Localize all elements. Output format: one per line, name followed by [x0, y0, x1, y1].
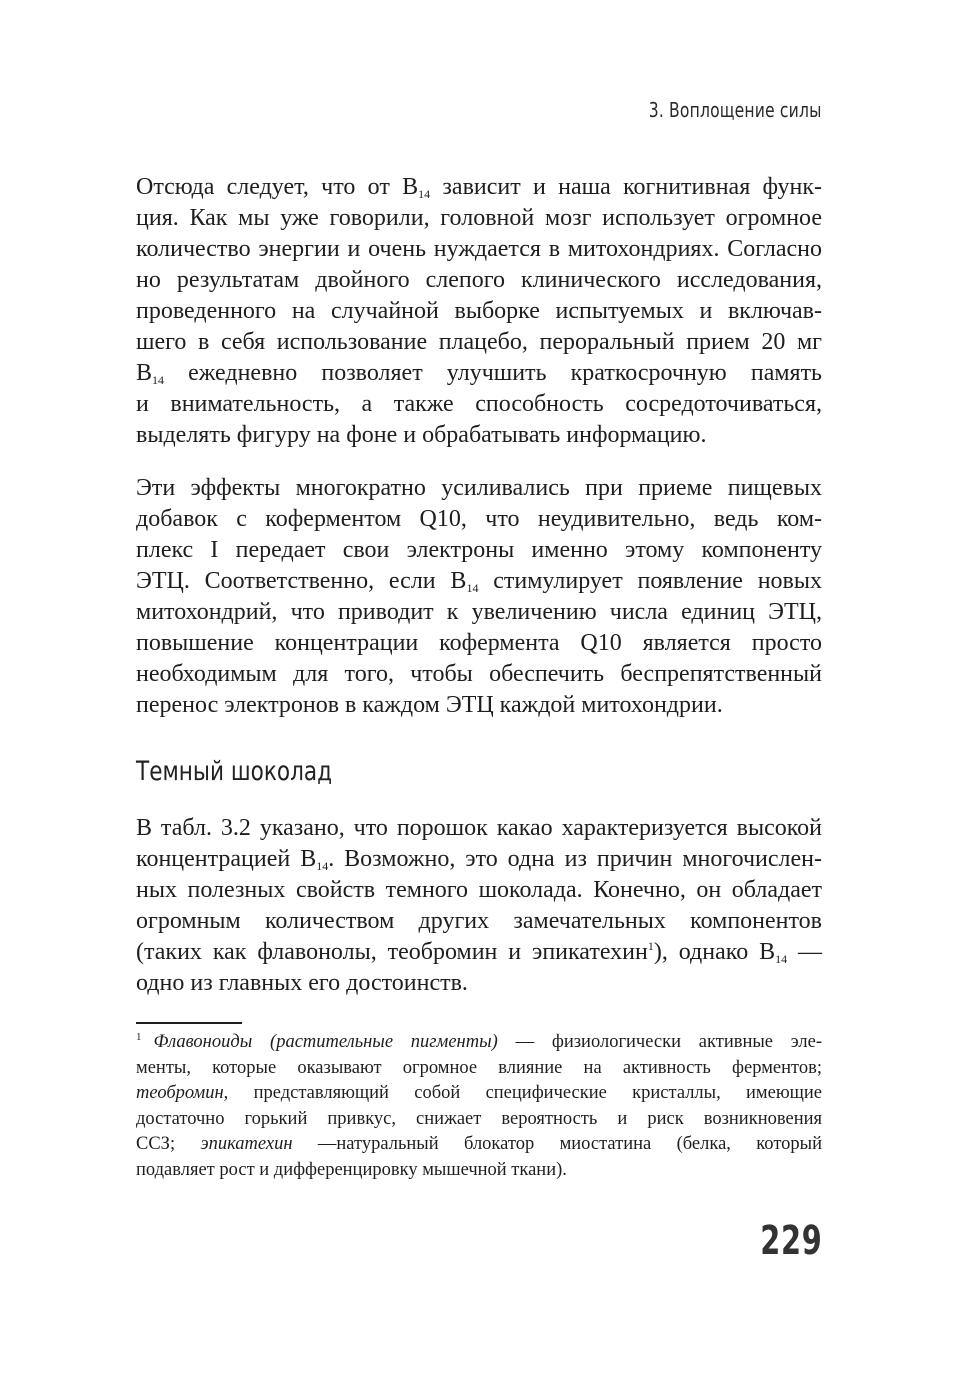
text-line: одно из главных его достоинств. — [136, 970, 468, 996]
text-line: плекс I передает свои электроны именно этому компоненту — [136, 537, 822, 563]
text-line: добавок с коферментом Q10, что неудивительно, ведь ком- — [136, 506, 822, 532]
paragraph-3 — [136, 813, 822, 999]
footnote-line: достаточно горький привкус, снижает вероятность и риск возникновения — [136, 1108, 822, 1129]
footnote-line: теобромин, представляющий собой специфические кристаллы, имеющие — [136, 1083, 822, 1103]
text-line: Отсюда следует, что от $B_{14}$ зависит и наша когнитивная функ- — [136, 174, 822, 201]
section-heading: Темный шоколад — [136, 756, 333, 787]
text-line: шего в себя использование плацебо, пероральный прием 20 мг — [136, 329, 822, 355]
footnote — [136, 1030, 822, 1183]
text-line: митохондрий, что приводит к увеличению числа единиц ЭТЦ, — [136, 599, 822, 625]
footnote-number: 1 — [136, 1031, 142, 1043]
footnote-divider — [136, 1022, 242, 1024]
page-number: 229 — [759, 1218, 822, 1264]
footnote-line: менты, которые оказывают огромное влияние на активность ферментов; — [136, 1057, 822, 1078]
text-line: но результатам двойного слепого клинического исследования, — [136, 267, 822, 293]
footnote-line: подавляет рост и дифференцировку мышечной ткани). — [136, 1159, 567, 1180]
text-line: ция. Как мы уже говорили, головной мозг использует огромное — [136, 205, 822, 231]
text-line: ных полезных свойств темного шоколада. Конечно, он обладает — [136, 877, 822, 903]
paragraph-2 — [136, 473, 822, 721]
text-line: огромным количеством других замечательных компонентов — [136, 908, 822, 934]
text-line: (таких как флавонолы, теобромин и эпикатехин$^1$), однако $B_{14}$ — — [136, 939, 822, 966]
text-line: повышение концентрации кофермента Q10 является просто — [136, 630, 822, 656]
paragraph-1 — [136, 172, 822, 451]
footnote-line: $^1$ Флавоноиды (растительные пигменты) — физиологически активные эле- — [136, 1031, 823, 1052]
text-line: и внимательность, а также способность сосредоточиваться, — [136, 391, 822, 417]
text-line: Эти эффекты многократно усиливались при приеме пищевых — [136, 475, 822, 501]
running-head: 3. Воплощение силы — [649, 98, 822, 122]
footnote-line: ССЗ; эпикатехин —натуральный блокатор миостатина (белка, который — [136, 1134, 822, 1154]
text-line: необходимым для того, чтобы обеспечить беспрепятственный — [136, 661, 822, 687]
text-line: $B_{14}$ ежедневно позволяет улучшить краткосрочную память — [136, 360, 822, 387]
text-line: В табл. 3.2 указано, что порошок какао характеризуется высокой — [136, 815, 822, 841]
text-line: проведенного на случайной выборке испытуемых и включав- — [136, 298, 822, 324]
text-line: перенос электронов в каждом ЭТЦ каждой митохондрии. — [136, 692, 723, 718]
text-line: количество энергии и очень нуждается в митохондриях. Согласно — [136, 236, 822, 262]
text-line: ЭТЦ. Соответственно, если $B_{14}$ стимулирует появление новых — [136, 568, 823, 595]
text-line: выделять фигуру на фоне и обрабатывать информацию. — [136, 422, 707, 448]
footnote-ref: 1 — [647, 939, 654, 953]
text-line: концентрацией $B_{14}$. Возможно, это одна из причин многочислен- — [136, 846, 823, 873]
